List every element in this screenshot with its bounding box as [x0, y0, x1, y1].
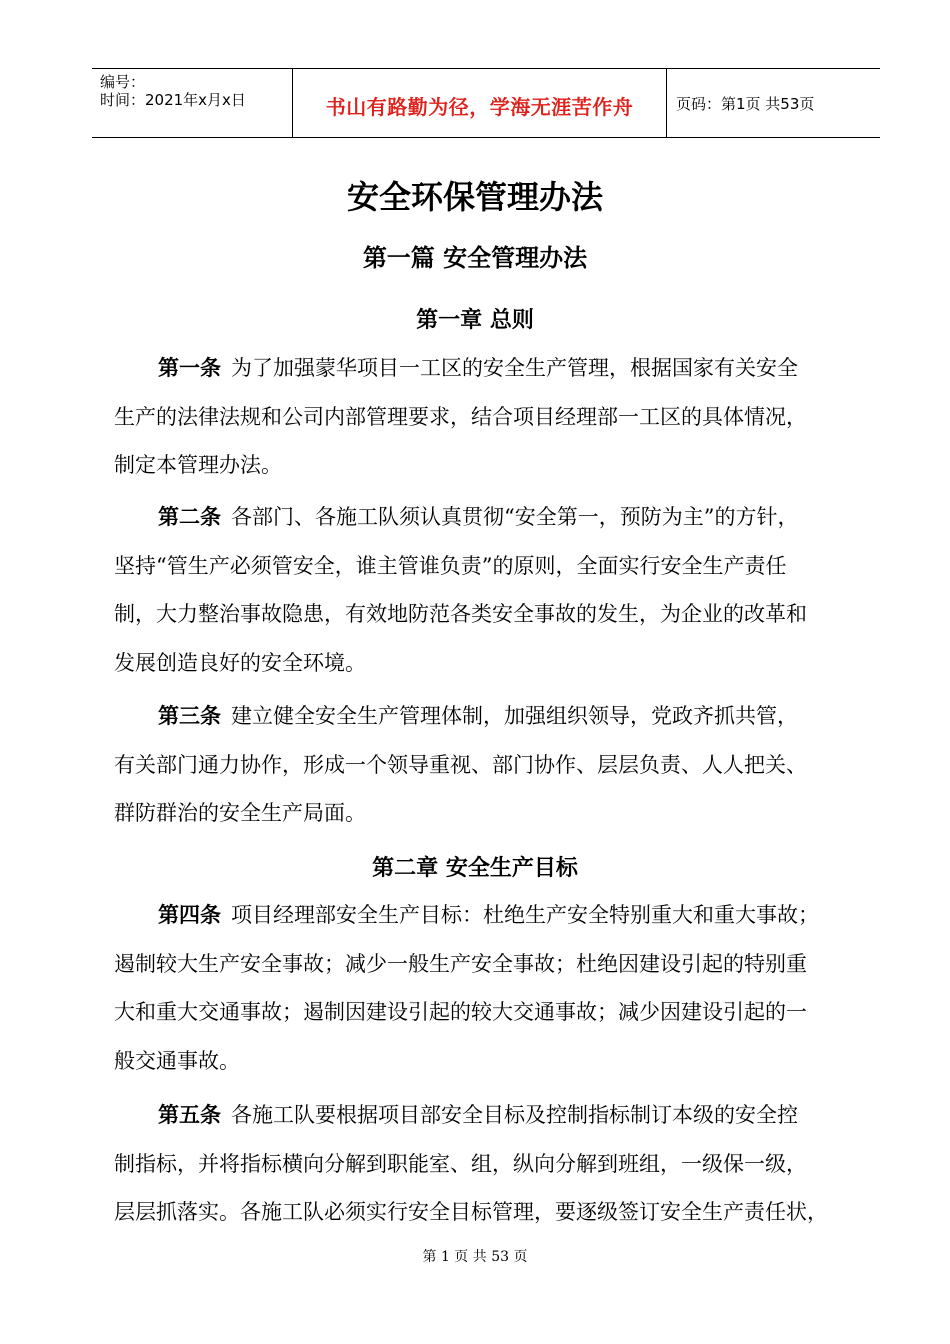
- article-3: [114, 692, 854, 838]
- motto-text: 书山有路勤为径，学海无涯苦作舟: [325, 95, 634, 119]
- article-label: 第二条: [158, 505, 221, 529]
- article-label: 第五条: [158, 1103, 221, 1127]
- part-title: 第一篇 安全管理办法: [362, 244, 588, 272]
- article-line: 制，大力整治事故隐患，有效地防范各类安全事故的发生，为企业的改革和: [114, 602, 807, 626]
- article-line: 般交通事故。: [114, 1048, 240, 1073]
- number-label: 编号：: [100, 73, 146, 91]
- article-4: [114, 891, 854, 1085]
- article-line: 有关部门通力协作，形成一个领导重视、部门协作、层层负责、人人把关、: [114, 752, 807, 777]
- article-label: 第一条: [158, 356, 221, 380]
- article-line: 各部门、各施工队须认真贯彻“安全第一，预防为主”的方针，: [231, 505, 799, 529]
- article-label: 第三条: [158, 704, 221, 728]
- document-title: 安全环保管理办法: [346, 178, 603, 216]
- header-page-cell: [666, 69, 880, 137]
- document-header: [92, 68, 880, 138]
- chapter-1-title: 第一章 总则: [416, 308, 534, 333]
- article-1: [114, 344, 854, 490]
- article-2: [114, 493, 854, 687]
- article-line: 层层抓落实。各施工队必须实行安全目标管理，要逐级签订安全生产责任状，: [114, 1200, 828, 1224]
- header-motto-cell: [292, 69, 667, 137]
- article-label: 第四条: [158, 903, 221, 927]
- page-footer: 第 1 页 共 53 页: [422, 1249, 528, 1265]
- article-line: 发展创造良好的安全环境。: [114, 650, 366, 675]
- article-line: 生产的法律法规和公司内部管理要求，结合项目经理部一工区的具体情况，: [114, 404, 807, 429]
- article-line: 坚持“管生产必须管安全，谁主管谁负责”的原则，全面实行安全生产责任: [114, 553, 787, 578]
- article-line: 建立健全安全生产管理体制，加强组织领导，党政齐抓共管，: [231, 704, 798, 728]
- article-line: 为了加强蒙华项目一工区的安全生产管理，根据国家有关安全: [231, 356, 798, 380]
- article-line: 项目经理部安全生产目标：杜绝生产安全特别重大和重大事故；: [231, 903, 819, 927]
- chapter-2-title: 第二章 安全生产目标: [372, 856, 578, 881]
- article-line: 各施工队要根据项目部安全目标及控制指标制订本级的安全控: [231, 1103, 798, 1127]
- article-5: [114, 1091, 854, 1237]
- article-line: 制定本管理办法。: [114, 453, 282, 477]
- page-code: 页码：第1页 共53页: [676, 95, 815, 113]
- article-line: 群防群治的安全生产局面。: [114, 801, 366, 825]
- article-line: 遏制较大生产安全事故；减少一般生产安全事故；杜绝因建设引起的特别重: [114, 951, 807, 976]
- article-line: 制指标，并将指标横向分解到职能室、组，纵向分解到班组，一级保一级，: [114, 1151, 807, 1176]
- time-label: 时间：2021年x月x日: [100, 91, 246, 109]
- header-meta-cell: [92, 69, 292, 137]
- article-line: 大和重大交通事故；遏制因建设引起的较大交通事故；减少因建设引起的一: [114, 1000, 807, 1024]
